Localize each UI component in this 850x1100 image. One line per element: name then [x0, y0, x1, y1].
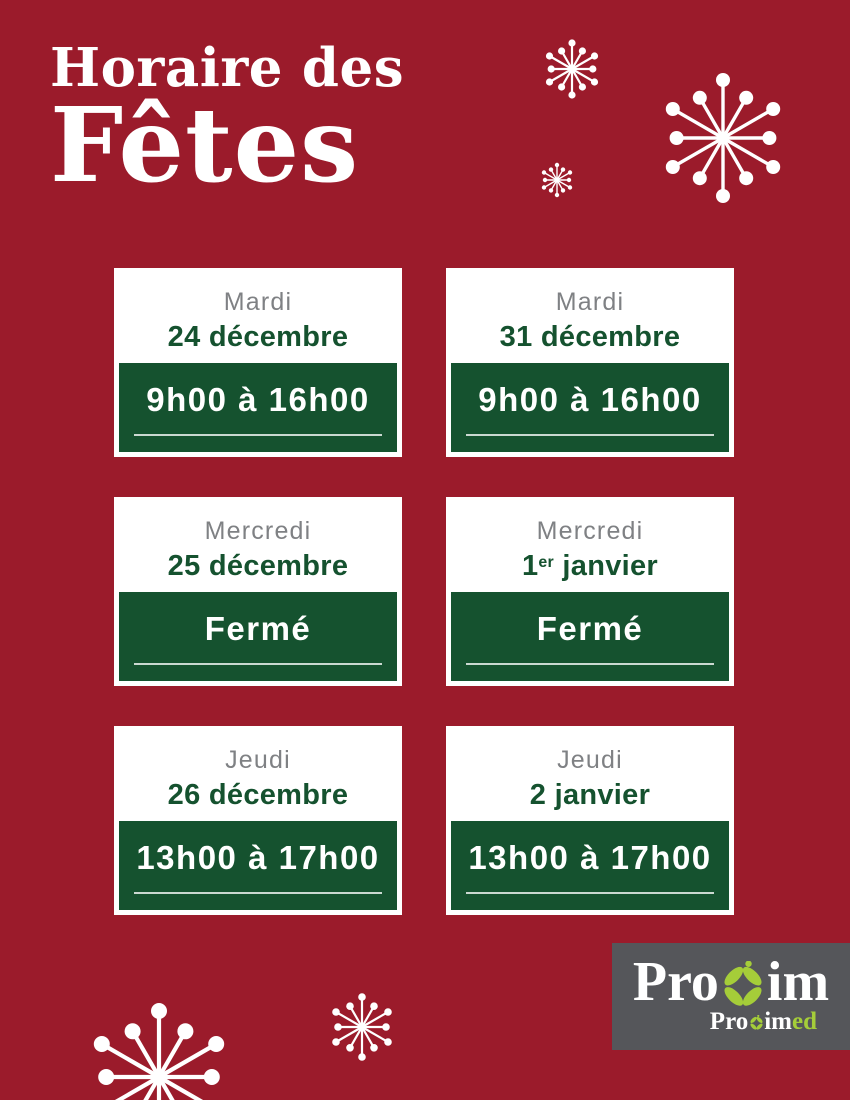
- page-title-line1: Horaire des: [50, 37, 405, 99]
- card-day-label: Mercredi: [536, 517, 644, 545]
- card-hours-underline: [134, 663, 382, 665]
- schedule-card: [446, 268, 734, 457]
- card-hours-panel: [451, 363, 729, 452]
- card-date-ordinal: er: [538, 553, 555, 571]
- card-date-label: [522, 551, 658, 583]
- snowflake-icon: [546, 39, 598, 98]
- card-date-text: 2 janvier: [529, 778, 651, 811]
- snowflake-icon: [542, 163, 572, 197]
- card-hours-text: Fermé: [536, 609, 644, 647]
- card-hours-text: 9h00 à 16h00: [146, 380, 370, 418]
- proximed-pre: Pro: [709, 1008, 749, 1035]
- schedule-grid: [114, 268, 734, 915]
- card-date-text: 1: [521, 549, 539, 582]
- petal-x-icon-small: [749, 1015, 764, 1030]
- card-hours-panel: [119, 363, 397, 452]
- card-hours-panel: [119, 821, 397, 910]
- snowflake-icon: [332, 993, 392, 1061]
- proximed-mid: im: [764, 1008, 792, 1035]
- card-hours-underline: [466, 434, 714, 436]
- schedule-card: [446, 726, 734, 915]
- card-hours-underline: [466, 892, 714, 894]
- proxim-wordmark-pre: Pro: [632, 951, 719, 1013]
- card-hours-underline: [466, 663, 714, 665]
- page-title-line2: Fêtes: [50, 84, 360, 206]
- proxim-wordmark-post: im: [766, 951, 830, 1013]
- card-date-label: [168, 780, 349, 812]
- card-date-rest: janvier: [554, 549, 659, 582]
- card-hours-underline: [134, 434, 382, 436]
- card-date-label: [168, 322, 349, 354]
- card-date-text: 25 décembre: [167, 549, 349, 582]
- page-title: [50, 37, 405, 206]
- proxim-wordmark: [612, 953, 850, 1011]
- schedule-card: [114, 497, 402, 686]
- card-date-label: [168, 551, 349, 583]
- card-hours-text: 9h00 à 16h00: [478, 380, 702, 418]
- snowflake-icon: [94, 1003, 224, 1100]
- card-hours-text: 13h00 à 17h00: [468, 838, 712, 876]
- card-day-label: Mardi: [555, 288, 625, 316]
- schedule-card: [114, 726, 402, 915]
- card-day-label: Jeudi: [557, 746, 623, 774]
- proxim-logo-panel: [612, 943, 850, 1050]
- proximed-end: ed: [792, 1008, 817, 1035]
- card-hours-underline: [134, 892, 382, 894]
- card-hours-panel: [451, 821, 729, 910]
- card-hours-text: Fermé: [204, 609, 312, 647]
- card-hours-panel: [451, 592, 729, 681]
- card-day-label: Mardi: [223, 288, 293, 316]
- proximed-wordmark: [710, 1009, 817, 1034]
- card-date-text: 26 décembre: [167, 778, 349, 811]
- schedule-card: [114, 268, 402, 457]
- card-date-text: 24 décembre: [167, 320, 349, 353]
- card-day-label: Mercredi: [204, 517, 312, 545]
- card-hours-panel: [119, 592, 397, 681]
- snowflake-icon: [666, 73, 780, 203]
- card-date-text: 31 décembre: [499, 320, 681, 353]
- petal-x-icon: [720, 961, 766, 1007]
- card-date-label: [500, 322, 681, 354]
- card-day-label: Jeudi: [225, 746, 291, 774]
- schedule-card: [446, 497, 734, 686]
- card-date-label: [530, 780, 650, 812]
- card-hours-text: 13h00 à 17h00: [136, 838, 380, 876]
